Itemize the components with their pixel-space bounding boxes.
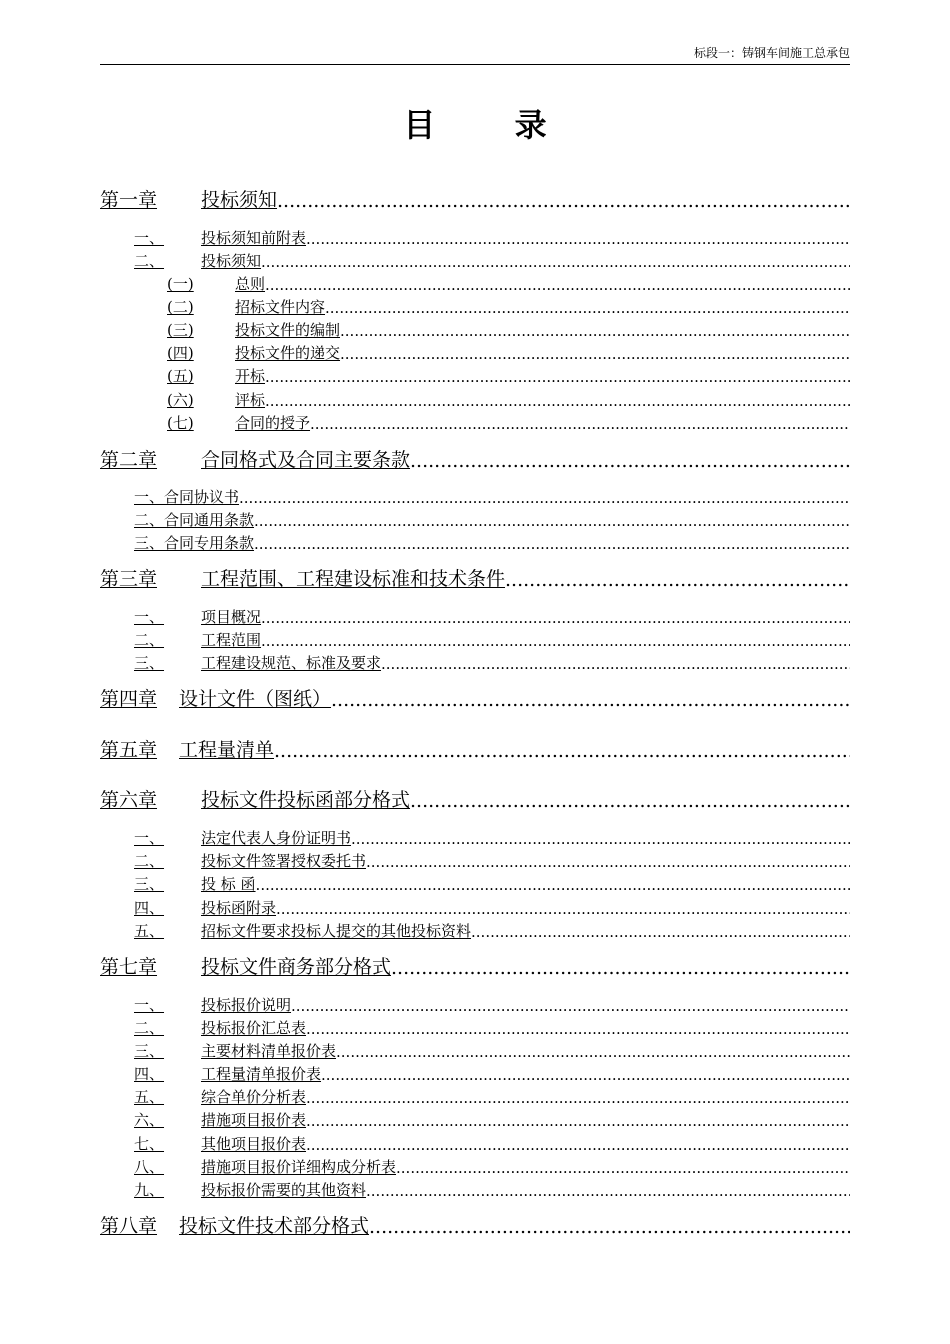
toc-dot-leader xyxy=(261,253,850,271)
toc-entry-number-cell xyxy=(134,920,201,941)
toc-dot-leader xyxy=(410,450,850,472)
toc-entry-title: 开标 xyxy=(235,367,266,385)
toc-dot-leader xyxy=(291,997,850,1015)
toc-dot-leader xyxy=(310,415,850,433)
toc-entry-title: 综合单价分析表 xyxy=(201,1088,307,1106)
toc-entry-number: 五、 xyxy=(134,1088,165,1106)
toc-entry[interactable] xyxy=(100,736,850,762)
toc-entry-number-cell xyxy=(100,1211,179,1238)
page-title: 目 录 xyxy=(403,106,581,144)
toc-entry-title: 一、合同协议书 xyxy=(134,488,240,506)
toc-dot-leader xyxy=(306,1089,850,1107)
toc-dot-leader xyxy=(306,1136,850,1154)
toc-entry-number-cell xyxy=(100,684,179,711)
toc-entry-number: 第一章 xyxy=(100,189,158,211)
toc-entry-number: 一、 xyxy=(134,608,165,626)
toc-entry-title: 工程量清单报价表 xyxy=(201,1065,322,1083)
toc-entry-number-cell xyxy=(134,250,201,271)
toc-entry-title: 投标须知前附表 xyxy=(201,229,307,247)
toc-entry-number-cell xyxy=(167,296,235,317)
toc-dot-leader xyxy=(369,1216,850,1238)
toc-entry[interactable] xyxy=(100,653,850,673)
toc-dot-leader xyxy=(261,609,850,627)
toc-entry-number-cell xyxy=(167,319,235,340)
toc-entry-number-cell xyxy=(167,389,235,410)
toc-entry[interactable] xyxy=(100,446,850,472)
toc-entry-number-cell xyxy=(134,1156,201,1177)
toc-entry-number: (五) xyxy=(167,367,194,385)
toc-dot-leader xyxy=(265,276,850,294)
toc-entry-title: 投 标 函 xyxy=(201,875,256,893)
toc-dot-leader xyxy=(274,740,850,762)
toc-dot-leader xyxy=(381,655,850,673)
toc-dot-leader xyxy=(340,345,850,363)
toc-entry-number: (四) xyxy=(167,344,194,362)
toc-entry-number: 五、 xyxy=(134,922,165,940)
toc-entry[interactable] xyxy=(100,366,850,386)
toc-entry-number-cell xyxy=(100,445,201,472)
toc-dot-leader xyxy=(254,512,850,530)
toc-dot-leader xyxy=(391,957,850,979)
toc-dot-leader xyxy=(366,1182,850,1200)
toc-entry-title: 工程范围 xyxy=(201,631,262,649)
toc-entry-number: 四、 xyxy=(134,899,165,917)
toc-entry-number: 第三章 xyxy=(100,568,158,590)
toc-entry-number: 第四章 xyxy=(100,688,158,710)
toc-entry[interactable] xyxy=(100,607,850,627)
toc-dot-leader xyxy=(265,368,850,386)
toc-dot-leader xyxy=(351,830,850,848)
toc-entry[interactable] xyxy=(100,487,850,507)
toc-entry[interactable] xyxy=(100,1134,850,1154)
toc-entry-number-cell xyxy=(134,1086,201,1107)
toc-entry-title: 投标报价说明 xyxy=(201,996,292,1014)
toc-entry-title: 三、合同专用条款 xyxy=(134,534,255,552)
toc-entry[interactable] xyxy=(100,1110,850,1130)
toc-entry[interactable] xyxy=(100,251,850,271)
toc-entry-number: (三) xyxy=(167,321,194,339)
toc-entry[interactable] xyxy=(100,274,850,294)
toc-entry-number-cell xyxy=(134,850,201,871)
toc-entry-number-cell xyxy=(134,994,201,1015)
toc-entry-number-cell xyxy=(134,1109,201,1130)
toc-entry-number-cell xyxy=(100,564,201,591)
toc-entry-title: 工程范围、工程建设标准和技术条件 xyxy=(201,568,506,590)
toc-entry[interactable] xyxy=(100,786,850,812)
toc-entry-number: 二、 xyxy=(134,252,165,270)
toc-entry[interactable] xyxy=(100,1018,850,1038)
toc-dot-leader xyxy=(505,569,850,591)
toc-entry-title: 招标文件内容 xyxy=(235,298,326,316)
toc-entry-title: 设计文件（图纸） xyxy=(179,688,332,710)
toc-entry-number-cell xyxy=(167,412,235,433)
toc-entry[interactable] xyxy=(100,630,850,650)
toc-entry-number: (七) xyxy=(167,414,194,432)
toc-entry-number-cell xyxy=(167,273,235,294)
toc-entry[interactable] xyxy=(100,510,850,530)
toc-dot-leader xyxy=(306,230,850,248)
toc-entry-number-cell xyxy=(134,827,201,848)
toc-entry[interactable] xyxy=(100,186,850,212)
toc-dot-leader xyxy=(306,1020,850,1038)
toc-entry-number: 第八章 xyxy=(100,1215,158,1237)
toc-entry[interactable] xyxy=(100,1212,850,1238)
toc-entry-title: 投标文件商务部分格式 xyxy=(201,956,392,978)
toc-entry[interactable] xyxy=(100,828,850,848)
toc-entry-title: 评标 xyxy=(235,391,266,409)
toc-dot-leader xyxy=(265,392,850,410)
toc-entry-number-cell xyxy=(100,735,179,762)
toc-dot-leader xyxy=(254,535,850,553)
toc-entry-number: 二、 xyxy=(134,1019,165,1037)
toc-entry-number-cell xyxy=(134,1040,201,1061)
toc-entry-number: 二、 xyxy=(134,631,165,649)
toc-entry[interactable] xyxy=(100,533,850,553)
toc-entry-title: 工程量清单 xyxy=(179,739,275,761)
toc-entry-number: 二、 xyxy=(134,852,165,870)
toc-entry-number-cell xyxy=(167,365,235,386)
toc-entry[interactable] xyxy=(100,343,850,363)
toc-entry-number: 四、 xyxy=(134,1065,165,1083)
toc-entry-title: 投标须知 xyxy=(201,189,278,211)
toc-entry-number-cell xyxy=(134,873,201,894)
toc-entry-number: 九、 xyxy=(134,1181,165,1199)
toc-entry-title: 投标文件的递交 xyxy=(235,344,341,362)
toc-entry[interactable] xyxy=(100,995,850,1015)
toc-entry-title: 投标须知 xyxy=(201,252,262,270)
toc-dot-leader xyxy=(239,489,850,507)
toc-entry-number: (六) xyxy=(167,391,194,409)
toc-entry-title: 招标文件要求投标人提交的其他投标资料 xyxy=(201,922,472,940)
toc-entry-number: 八、 xyxy=(134,1158,165,1176)
toc-entry-title: 措施项目报价详细构成分析表 xyxy=(201,1158,397,1176)
toc-entry-number-cell xyxy=(134,606,201,627)
toc-entry-number-cell xyxy=(134,227,201,248)
toc-entry[interactable] xyxy=(100,851,850,871)
toc-entry-number: 三、 xyxy=(134,875,165,893)
toc-entry-title: 投标文件技术部分格式 xyxy=(179,1215,370,1237)
toc-dot-leader xyxy=(325,299,850,317)
toc-entry[interactable] xyxy=(100,898,850,918)
toc-entry-number-cell xyxy=(100,785,201,812)
toc-entry-number: 三、 xyxy=(134,1042,165,1060)
toc-dot-leader xyxy=(276,900,850,918)
toc-entry[interactable] xyxy=(100,320,850,340)
toc-entry-number-cell xyxy=(134,629,201,650)
toc-entry[interactable] xyxy=(100,1180,850,1200)
toc-entry-title: 投标文件签署授权委托书 xyxy=(201,852,367,870)
toc-entry-title: 二、合同通用条款 xyxy=(134,511,255,529)
toc-entry-number-cell xyxy=(134,652,201,673)
page-header xyxy=(100,46,850,65)
toc-entry[interactable] xyxy=(100,1041,850,1061)
toc-entry[interactable] xyxy=(100,685,850,711)
toc-entry-number-cell xyxy=(100,185,201,212)
toc-entry[interactable] xyxy=(100,413,850,433)
toc-entry[interactable] xyxy=(100,953,850,979)
toc-entry-title: 合同的授予 xyxy=(235,414,311,432)
toc-dot-leader xyxy=(256,876,850,894)
toc-dot-leader xyxy=(261,632,850,650)
toc-entry-number: 第五章 xyxy=(100,739,158,761)
toc-dot-leader xyxy=(366,853,850,871)
toc-entry-number: 一、 xyxy=(134,996,165,1014)
toc-entry[interactable] xyxy=(100,1157,850,1177)
toc-entry-number: 六、 xyxy=(134,1111,165,1129)
toc-entry-title: 项目概况 xyxy=(201,608,262,626)
toc-entry-number: (一) xyxy=(167,275,194,293)
toc-entry-title: 法定代表人身份证明书 xyxy=(201,829,352,847)
toc-entry[interactable] xyxy=(100,1064,850,1084)
toc-entry-number: 第六章 xyxy=(100,789,158,811)
toc-dot-leader xyxy=(410,790,850,812)
toc-entry[interactable] xyxy=(100,565,850,591)
toc-entry[interactable] xyxy=(100,297,850,317)
toc-entry-number: 七、 xyxy=(134,1135,165,1153)
toc-entry[interactable] xyxy=(100,390,850,410)
toc-dot-leader xyxy=(471,923,850,941)
toc-dot-leader xyxy=(336,1043,850,1061)
toc-entry-title: 投标文件投标函部分格式 xyxy=(201,789,411,811)
toc-entry-title: 其他项目报价表 xyxy=(201,1135,307,1153)
toc-entry-title: 投标文件的编制 xyxy=(235,321,341,339)
toc-dot-leader xyxy=(277,190,850,212)
toc-dot-leader xyxy=(396,1159,850,1177)
toc-entry-title: 投标函附录 xyxy=(201,899,277,917)
toc-entry-number: 第二章 xyxy=(100,449,158,471)
toc-entry-number: 一、 xyxy=(134,829,165,847)
toc-entry-number-cell xyxy=(134,897,201,918)
toc-entry-title: 主要材料清单报价表 xyxy=(201,1042,337,1060)
toc-entry-number-cell xyxy=(134,1179,201,1200)
toc-entry-number-cell xyxy=(100,952,201,979)
toc-entry-number-cell xyxy=(134,1017,201,1038)
toc-entry-title: 投标报价汇总表 xyxy=(201,1019,307,1037)
toc-dot-leader xyxy=(331,689,850,711)
toc-entry[interactable] xyxy=(100,228,850,248)
toc-entry-number-cell xyxy=(167,342,235,363)
toc-entry-number: 第七章 xyxy=(100,956,158,978)
toc-entry-number: 一、 xyxy=(134,229,165,247)
toc-dot-leader xyxy=(321,1066,850,1084)
toc-entry-title: 总则 xyxy=(235,275,266,293)
toc-entry-number: 三、 xyxy=(134,654,165,672)
toc-dot-leader xyxy=(306,1112,850,1130)
toc-entry[interactable] xyxy=(100,1087,850,1107)
toc-entry-title: 工程建设规范、标准及要求 xyxy=(201,654,382,672)
toc-entry-title: 合同格式及合同主要条款 xyxy=(201,449,411,471)
toc-entry-number-cell xyxy=(134,1063,201,1084)
toc-entry-number: (二) xyxy=(167,298,194,316)
toc-dot-leader xyxy=(340,322,850,340)
toc-entry[interactable] xyxy=(100,921,850,941)
toc-entry-title: 投标报价需要的其他资料 xyxy=(201,1181,367,1199)
toc-entry[interactable] xyxy=(100,874,850,894)
toc-entry-title: 措施项目报价表 xyxy=(201,1111,307,1129)
toc-entry-number-cell xyxy=(134,1133,201,1154)
header-text: 标段一：铸钢车间施工总承包 xyxy=(693,46,850,60)
